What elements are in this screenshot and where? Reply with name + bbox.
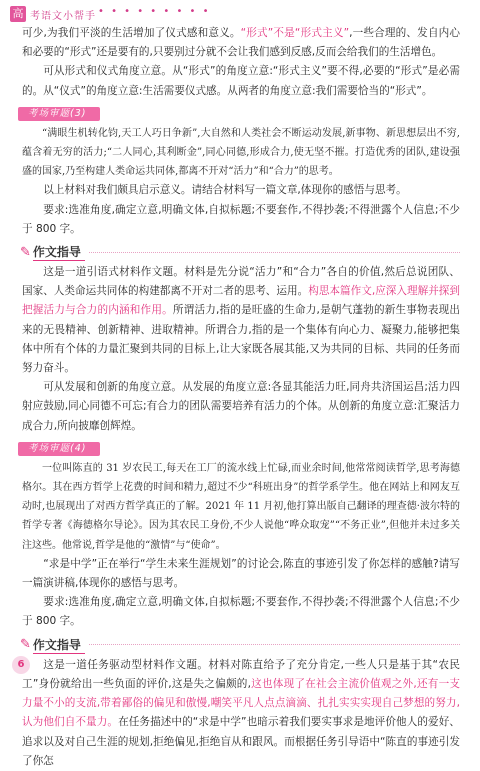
prompt-material: “满眼生机转化钧,天工人巧日争新”,大自然和人类社会不断运动发展,新事物、新思想层出不穷,蕴含着无穷的活力;“二人同心,其利断金”,同心同德,形成合力,使无坚不摧。打造优秀的团队,建设强盛的国家,乃至构建人类命运共同体,都离不开对“活力”和“合力”的思考。 — [22, 127, 460, 178]
prompt-requirements: 要求:选准角度,确定立意,明确文体,自拟标题;不要套作,不得抄袭;不得泄露个人信息;不少于 800 字。 — [22, 596, 460, 628]
guide-title: 作文指导 — [33, 636, 85, 654]
prompt-material: 一位叫陈直的 31 岁农民工,每天在工厂的流水线上忙碌,而业余时间,他常常阅读哲学,思考海德格尔。其在西方哲学上花费的时间和精力,超过不少“科班出身”的哲学系学生。他在网站上和网友互动时,也展现出了对西方哲学真正的了解。2021 年 11 月初,他打算出版自己翻译的理查德·波尔特的哲学专著《海德格尔导论》。因为其农民工身份,不少人说他“哗众取宠”“不务正业”,但他并未过多关注这些。他常说,哲学是他的“激情”与“使命”。 — [22, 462, 460, 551]
section-badge-4: 考场审题(4) — [18, 442, 100, 456]
guide-heading — [20, 636, 460, 654]
paragraph: 这是一道引语式材料作文题。材料是先分说“活力”和“合力”各自的价值,然后总说团队、国家、人类命运共同体的构建都离不开对二者的思考、运用。构思本篇作文,应深入理解并探到把握活力与合力的内涵和作用。所谓活力,指的是旺盛的生命力,是朝气蓬勃的新生事物表现出来的无畏精神、创新精神、进取精神。所谓合力,指的是一个集体有向心力、凝聚力,能够把集体中所有个体的力量汇聚到共同的目标上,让大家既各展其能,又为共同的目标、共同的任务而努力奋斗。 — [22, 266, 461, 375]
prompt-task: 以上材料对我们颇具启示意义。请结合材料写一篇文章,体现你的感悟与思考。 — [43, 184, 407, 197]
page-content — [22, 24, 460, 771]
book-logo: 高 — [10, 6, 26, 22]
paragraph: 这是一道任务驱动型材料作文题。材料对陈直给予了充分肯定,一些人只是基于其“农民工”身份就给出一些负面的评价,这是失之偏颇的,这也体现了在社会主流价值观之外,还有一支力量不小的支流,带着鄙俗的偏见和傲慢,嘲笑平凡人点点滴滴、扎扎实实实现自己梦想的努力,认为他们自不量力。在任务描述中的“求是中学”也暗示着我们要实事求是地评价他人的爱好、追求以及对自己生涯的规划,拒绝偏见,拒绝盲从和跟风。而根据任务引导语中“陈直的事迹引发了你怎 — [22, 658, 460, 767]
pen-icon: ✎ — [20, 637, 31, 653]
prompt-task: “求是中学”正在举行“学生未来生涯规划”的讨论会,陈直的事迹引发了你怎样的感触?请写一篇演讲稿,体现你的感悟与思考。 — [22, 557, 460, 590]
divider — [89, 252, 460, 253]
page-number: 6 — [12, 656, 30, 674]
prompt-requirements: 要求:选准角度,确定立意,明确文体,自拟标题;不要套作,不得抄袭;不得泄露个人信息;不少于 800 字。 — [22, 203, 460, 235]
paragraph: 可从形式和仪式角度立意。从“形式”的角度立意:“形式主义”要不得,必要的“形式”是必需的。从“仪式”的角度立意:生活需要仪式感。从两者的角度立意:我们需要恰当的“形式”。 — [22, 65, 460, 97]
guide-title: 作文指导 — [33, 243, 85, 261]
guide-heading — [20, 243, 460, 261]
running-header — [10, 6, 470, 22]
pen-icon: ✎ — [20, 244, 31, 260]
paragraph: 可少,为我们平淡的生活增加了仪式感和意义。“形式”不是“形式主义”,一些合理的、发自内心和必要的“形式”还是要有的,只要别过分就不会让我们感到反感,反而会给我们的生活增色。 — [22, 27, 460, 59]
highlight-text: 构思本篇作文,应深入理解并探到把握活力与合力的内涵和作用。 — [22, 285, 460, 317]
header-dots: • • • • • • • • • — [98, 6, 211, 17]
series-title: 考语文小帮手 — [30, 11, 96, 22]
highlight-text: “形式”不是“形式主义” — [240, 27, 350, 39]
highlight-text: 这也体现了在社会主流价值观之外,还有一支力量不小的支流,带着鄙俗的偏见和傲慢,嘲笑平凡人点点滴滴、扎扎实实实现自己梦想的努力,认为他们自不量力。 — [22, 677, 460, 729]
section-badge-3: 考场审题(3) — [18, 107, 100, 121]
paragraph: 可从发展和创新的角度立意。从发展的角度立意:各显其能活力旺,同舟共济国运昌;活力四射应鼓励,同心同德不可忘;有合力的团队需要培养有活力的个体。从创新的角度立意:汇聚活力成合力,所向披靡创辉煌。 — [22, 381, 460, 432]
divider — [89, 644, 460, 645]
